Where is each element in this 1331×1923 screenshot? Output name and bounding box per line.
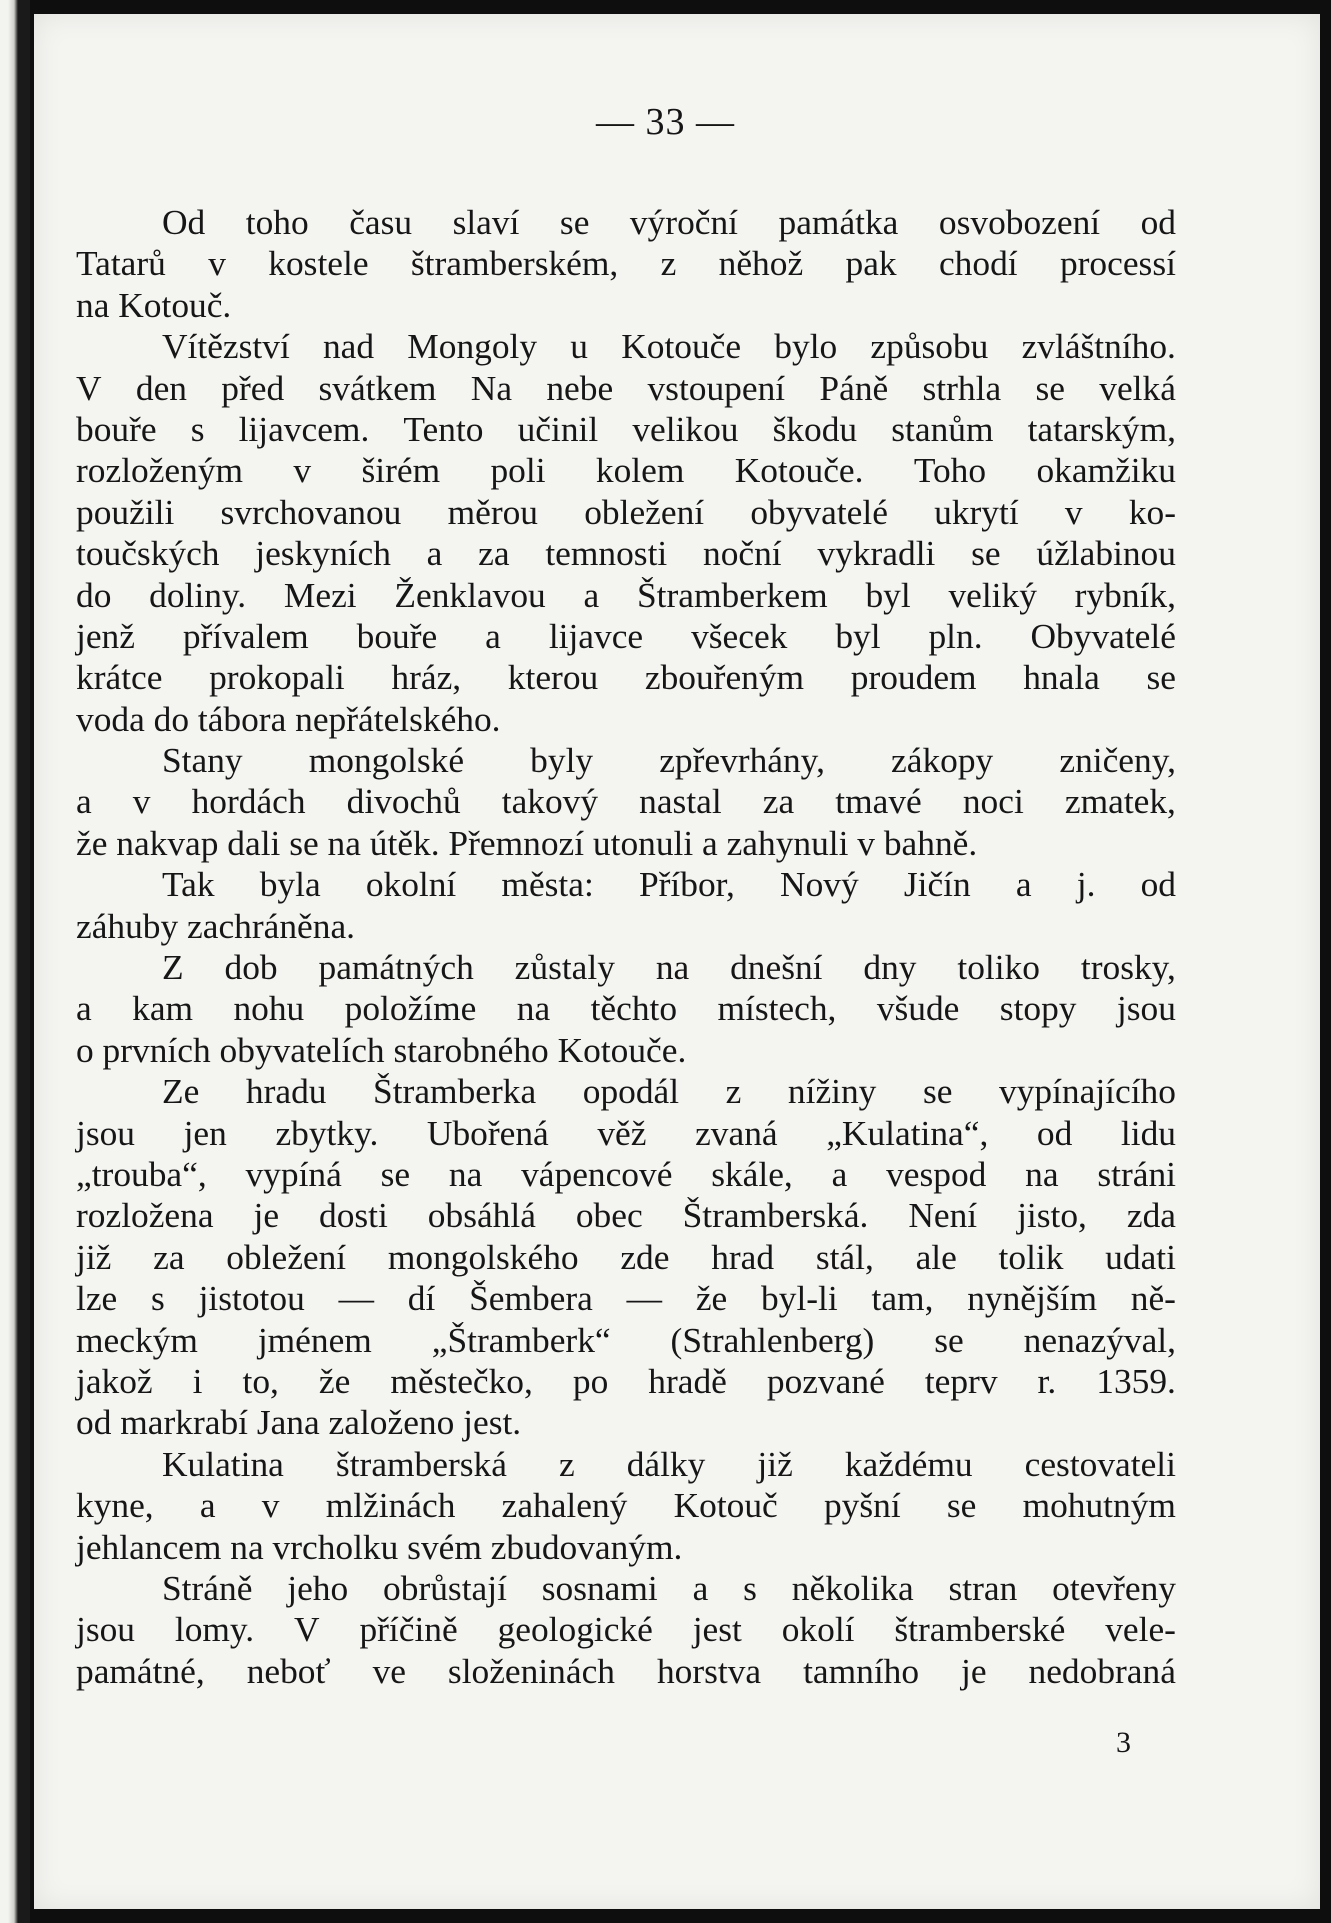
word: po	[572, 1360, 609, 1401]
text-line	[76, 1154, 1176, 1195]
word: meckým	[76, 1319, 198, 1360]
word: jisto,	[1017, 1195, 1087, 1236]
word: vápencové	[521, 1153, 673, 1194]
word: s	[743, 1567, 757, 1608]
word: byl	[865, 574, 911, 615]
word: velká	[1099, 367, 1176, 408]
word: 1359.	[1096, 1360, 1176, 1401]
word: neboť	[246, 1650, 331, 1691]
word: lomy.	[174, 1609, 255, 1650]
word: a	[831, 1153, 848, 1194]
word: u	[570, 326, 588, 367]
word: stráni	[1097, 1153, 1176, 1194]
word: byl	[835, 615, 881, 656]
word: výroční	[629, 202, 739, 242]
word: toučských	[76, 533, 220, 574]
word: již	[76, 1236, 112, 1277]
text-line	[76, 1113, 1176, 1154]
text-line: na Kotouč.	[76, 284, 232, 325]
word: noci	[962, 781, 1024, 822]
word: takový	[501, 781, 599, 822]
word: v	[1064, 491, 1083, 532]
text-line	[76, 1485, 1176, 1526]
text-line	[76, 368, 1176, 409]
word: zde	[620, 1236, 670, 1277]
word: nynějším	[967, 1278, 1097, 1319]
word: trosky,	[1080, 947, 1176, 988]
word: stanům	[891, 408, 994, 449]
word: dny	[863, 947, 917, 988]
text-line	[76, 326, 1176, 367]
text-line	[76, 492, 1176, 533]
word: cestovateli	[1024, 1443, 1176, 1484]
text-line	[76, 1237, 1176, 1278]
word: obležení	[584, 491, 705, 532]
word: svátkem	[318, 367, 437, 408]
word: hordách	[191, 781, 306, 822]
word: svrchovanou	[220, 491, 402, 532]
word: mongolské	[308, 740, 465, 781]
word: Štramberská.	[682, 1195, 869, 1236]
word: Kulatina	[162, 1443, 284, 1484]
text-line: že nakvap dali se na útěk. Přemnozí utonuli a zahynuli v bahně.	[76, 822, 978, 863]
word: a	[199, 1485, 216, 1526]
word: dnešní	[730, 947, 823, 988]
word: použili	[76, 491, 175, 532]
word: Páně	[819, 367, 889, 408]
word: zůstaly	[514, 947, 615, 988]
word: a	[485, 615, 501, 656]
word: jest	[692, 1609, 742, 1650]
word: hradu	[245, 1071, 327, 1112]
word: zahalený	[501, 1485, 628, 1526]
word: památka	[778, 202, 899, 242]
word: Kotouč	[673, 1485, 778, 1526]
word: zda	[1126, 1195, 1176, 1236]
word: za	[153, 1236, 185, 1277]
word: Nový	[780, 864, 859, 905]
word: veliký	[948, 574, 1037, 615]
word: jeskyních	[255, 533, 391, 574]
word: rozložena	[76, 1195, 214, 1236]
word: měrou	[447, 491, 538, 532]
word: bylo	[774, 326, 838, 367]
word: to,	[242, 1360, 279, 1401]
word: na	[516, 988, 551, 1029]
word: štramberském,	[410, 243, 619, 284]
word: všecek	[691, 615, 788, 656]
binding-edge	[0, 0, 30, 1923]
word: Tento	[403, 408, 484, 449]
word: se	[934, 1319, 964, 1360]
word: do	[76, 574, 112, 615]
word: se	[380, 1153, 411, 1194]
word: krátce	[76, 657, 163, 698]
word: že	[318, 1360, 351, 1401]
word: z	[558, 1443, 575, 1484]
word: obsáhlá	[427, 1195, 536, 1236]
word: okolní	[365, 864, 457, 905]
word: štramberské	[894, 1609, 1066, 1650]
word: zbytky.	[275, 1112, 379, 1153]
word: udati	[1105, 1236, 1176, 1277]
word: je	[253, 1195, 280, 1236]
word: byl-li	[761, 1278, 838, 1319]
word: ukrytí	[934, 491, 1019, 532]
word: tam,	[871, 1278, 934, 1319]
word: pln.	[928, 615, 983, 656]
page-number: — 33 —	[596, 101, 735, 143]
word: tolik	[998, 1236, 1064, 1277]
word: v	[208, 243, 226, 284]
word: (Strahlenberg)	[670, 1319, 875, 1360]
word: toho	[245, 202, 309, 242]
word: položíme	[344, 988, 477, 1029]
word: slaví	[452, 202, 520, 242]
text-line	[76, 1195, 1176, 1236]
word: všude	[876, 988, 960, 1029]
word: byla	[259, 864, 321, 905]
word: nohu	[233, 988, 305, 1029]
word: zákopy	[891, 740, 994, 781]
word: něhož	[718, 243, 804, 284]
text-line	[76, 1444, 1176, 1485]
word: sosnami	[541, 1567, 658, 1608]
word: nedobraná	[1028, 1650, 1176, 1691]
word: mohutným	[1022, 1485, 1176, 1526]
word: obležení	[226, 1236, 347, 1277]
word: příčině	[359, 1609, 458, 1650]
text-line	[76, 1278, 1176, 1319]
word: r.	[1037, 1360, 1057, 1401]
word: zvláštního.	[1021, 326, 1176, 367]
text-line	[76, 1361, 1176, 1402]
text-line: jehlancem na vrcholku svém zbudovaným.	[76, 1526, 683, 1567]
word: Štramberkem	[637, 574, 828, 615]
signature-mark: 3	[1116, 1726, 1131, 1759]
word: na	[1025, 1153, 1059, 1194]
word: Není	[908, 1195, 978, 1236]
word: od	[1140, 202, 1176, 242]
word: V	[294, 1609, 320, 1650]
word: Šembera	[469, 1278, 593, 1319]
text-line	[76, 864, 1176, 905]
word: před	[221, 367, 285, 408]
word: kam	[132, 988, 194, 1029]
word: obrůstají	[383, 1567, 507, 1608]
word: a	[76, 781, 92, 822]
word: Toho	[913, 450, 987, 491]
word: lijavce	[548, 615, 644, 656]
word: nastal	[639, 781, 722, 822]
word: stran	[948, 1567, 1018, 1608]
word: poli	[490, 450, 546, 491]
word: a	[76, 988, 92, 1029]
word: dob	[224, 947, 278, 988]
text-line	[76, 533, 1176, 574]
word: teprv	[924, 1360, 998, 1401]
body-text	[76, 202, 1176, 1692]
word: Kotouče.	[734, 450, 864, 491]
word: zničeny,	[1059, 740, 1176, 781]
text-line	[76, 1071, 1176, 1112]
word: opodál	[582, 1071, 680, 1112]
word: za	[762, 781, 795, 822]
word: zbouřeným	[644, 657, 805, 698]
word: památných	[318, 947, 474, 988]
word: Stany	[162, 740, 243, 781]
word: pozvané	[766, 1360, 885, 1401]
word: z	[660, 243, 677, 284]
word: v	[132, 781, 151, 822]
word: jsou	[76, 1609, 135, 1650]
word: širém	[361, 450, 441, 491]
word: horstva	[656, 1650, 762, 1691]
text-line	[76, 616, 1176, 657]
text-line	[76, 781, 1176, 822]
word: složeninách	[447, 1650, 615, 1691]
word: každému	[844, 1443, 973, 1484]
word: Ze	[162, 1071, 200, 1112]
word: již	[757, 1443, 793, 1484]
word: toliko	[957, 947, 1040, 988]
word: hradě	[648, 1360, 727, 1401]
word: velikou	[632, 408, 739, 449]
word: v	[293, 450, 312, 491]
word: pak	[845, 243, 897, 284]
word: Tatarů	[76, 243, 166, 284]
word: na	[655, 947, 690, 988]
word: zvaná	[695, 1112, 778, 1153]
word: mlžinách	[325, 1485, 456, 1526]
word: bouře	[76, 408, 157, 449]
word: rybník,	[1074, 574, 1176, 615]
word: okamžiku	[1036, 450, 1176, 491]
word: tamního	[803, 1650, 920, 1691]
word: mongolského	[387, 1236, 579, 1277]
text-line	[76, 409, 1176, 450]
word: processí	[1059, 243, 1176, 284]
text-line	[76, 1320, 1176, 1361]
word: s	[190, 408, 205, 449]
word: Z	[162, 947, 184, 988]
text-line: o prvních obyvatelích starobného Kotouče.	[76, 1029, 687, 1070]
word: několika	[791, 1567, 914, 1608]
word: kterou	[507, 657, 599, 698]
word: strhla	[922, 367, 1002, 408]
text-line	[76, 575, 1176, 616]
word: osvobození	[938, 202, 1101, 242]
word: lijavcem.	[238, 408, 370, 449]
word: jsou	[1116, 988, 1176, 1029]
word: vypíná	[245, 1153, 342, 1194]
word: je	[961, 1650, 987, 1691]
word: ně-	[1130, 1278, 1176, 1319]
word: Ubořená	[426, 1112, 549, 1153]
word: hrad	[711, 1236, 775, 1277]
word: dí	[407, 1278, 436, 1319]
word: se	[559, 202, 590, 242]
word: městečko,	[390, 1360, 533, 1401]
word: chodí	[938, 243, 1018, 284]
word: a	[692, 1567, 709, 1608]
word: otevřeny	[1052, 1567, 1176, 1608]
word: j.	[1076, 864, 1096, 905]
word: tmavé	[835, 781, 922, 822]
word: „Kulatina“,	[826, 1112, 989, 1153]
word: Mongoly	[407, 326, 538, 367]
word: byly	[530, 740, 594, 781]
text-line	[76, 243, 1176, 284]
word: na	[448, 1153, 483, 1194]
word: od	[1140, 864, 1176, 905]
text-line	[76, 947, 1176, 988]
word: vypínajícího	[999, 1071, 1176, 1112]
word: a	[583, 574, 600, 615]
word: noční	[703, 533, 782, 574]
word: proudem	[850, 657, 977, 698]
word: divochů	[346, 781, 461, 822]
word: jenž	[76, 615, 135, 656]
word: města:	[501, 864, 594, 905]
word: se	[971, 533, 1001, 574]
word: V	[76, 367, 102, 408]
word: ve	[372, 1650, 406, 1691]
text-line	[76, 988, 1176, 1029]
word: kyne,	[76, 1485, 154, 1526]
word: Stráně	[162, 1567, 253, 1608]
word: že	[695, 1278, 728, 1319]
text-line	[76, 1609, 1176, 1650]
word: se	[1146, 657, 1176, 698]
word: bouře	[356, 615, 438, 656]
word: úžlabinou	[1036, 533, 1176, 574]
word: „Štramberk“	[431, 1319, 611, 1360]
word: za	[478, 533, 510, 574]
word: těchto	[590, 988, 678, 1029]
word: obyvatelé	[750, 491, 888, 532]
word: pyšní	[823, 1485, 901, 1526]
word: temnosti	[545, 533, 668, 574]
word: se	[946, 1485, 977, 1526]
word: času	[349, 202, 413, 242]
word: nad	[322, 326, 375, 367]
word: kostele	[268, 243, 369, 284]
word: a	[426, 533, 443, 574]
word: lze	[76, 1278, 118, 1319]
word: Vítězství	[162, 326, 290, 367]
word: rozloženým	[76, 450, 244, 491]
word: místech,	[717, 988, 837, 1029]
word: štramberská	[335, 1443, 507, 1484]
word: lidu	[1120, 1112, 1176, 1153]
word: kolem	[595, 450, 685, 491]
word: jsou	[76, 1112, 135, 1153]
word: jeho	[287, 1567, 349, 1608]
text-line: od markrabí Jana založeno jest.	[76, 1402, 522, 1443]
word: i	[192, 1360, 203, 1401]
word: věž	[597, 1112, 647, 1153]
word: ko-	[1128, 491, 1176, 532]
word: Kotouče	[621, 326, 742, 367]
word: Mezi	[283, 574, 357, 615]
word: Tak	[162, 864, 215, 905]
word: škodu	[772, 408, 858, 449]
word: Jičín	[903, 864, 971, 905]
word: stopy	[999, 988, 1077, 1029]
text-line: záhuby zachráněna.	[76, 905, 356, 946]
word: Od	[162, 202, 206, 242]
word: Ženklavou	[394, 574, 546, 615]
word: vespod	[886, 1153, 987, 1194]
word: jménem	[257, 1319, 372, 1360]
text-line	[76, 1651, 1176, 1692]
word: a	[1015, 864, 1032, 905]
text-line	[76, 450, 1176, 491]
word: vstoupení	[647, 367, 786, 408]
word: tatarským,	[1027, 408, 1176, 449]
word: se	[922, 1071, 953, 1112]
text-line	[76, 1568, 1176, 1609]
word: nížiny	[787, 1071, 877, 1112]
word: v	[261, 1485, 280, 1526]
word: s	[151, 1278, 165, 1319]
word: nenazýval,	[1023, 1319, 1176, 1360]
word: památné,	[76, 1650, 205, 1691]
word: vykradli	[817, 533, 936, 574]
word: den	[135, 367, 187, 408]
word: nebe	[546, 367, 614, 408]
word: se	[1035, 367, 1065, 408]
word: „trouba“,	[76, 1153, 207, 1194]
text-line	[76, 202, 1176, 243]
word: jistotou	[198, 1278, 305, 1319]
word: hráz,	[391, 657, 462, 698]
word: prokopali	[209, 657, 345, 698]
word: od	[1036, 1112, 1073, 1153]
text-line	[76, 657, 1176, 698]
word: stál,	[815, 1236, 874, 1277]
word: Štramberka	[373, 1071, 537, 1112]
word: Obyvatelé	[1030, 615, 1176, 656]
word: doliny.	[149, 574, 247, 615]
text-line	[76, 740, 1176, 781]
word: způsobu	[870, 326, 989, 367]
word: zmatek,	[1064, 781, 1176, 822]
word: přívalem	[182, 615, 309, 656]
text-line: voda do tábora nepřátelského.	[76, 698, 501, 739]
word: obec	[575, 1195, 643, 1236]
word: dosti	[319, 1195, 388, 1236]
word: Na	[470, 367, 513, 408]
word: —	[338, 1278, 374, 1319]
word: jakož	[76, 1360, 153, 1401]
word: hnala	[1023, 657, 1100, 698]
word: učinil	[517, 408, 599, 449]
word: zpřevrhány,	[659, 740, 825, 781]
word: jen	[183, 1112, 227, 1153]
word: skále,	[711, 1153, 793, 1194]
word: dálky	[626, 1443, 706, 1484]
word: geologické	[497, 1609, 653, 1650]
word: Příbor,	[638, 864, 735, 905]
word: —	[626, 1278, 663, 1319]
word: vele-	[1105, 1609, 1176, 1650]
word: z	[725, 1071, 742, 1112]
word: ale	[915, 1236, 957, 1277]
word: okolí	[781, 1609, 855, 1650]
